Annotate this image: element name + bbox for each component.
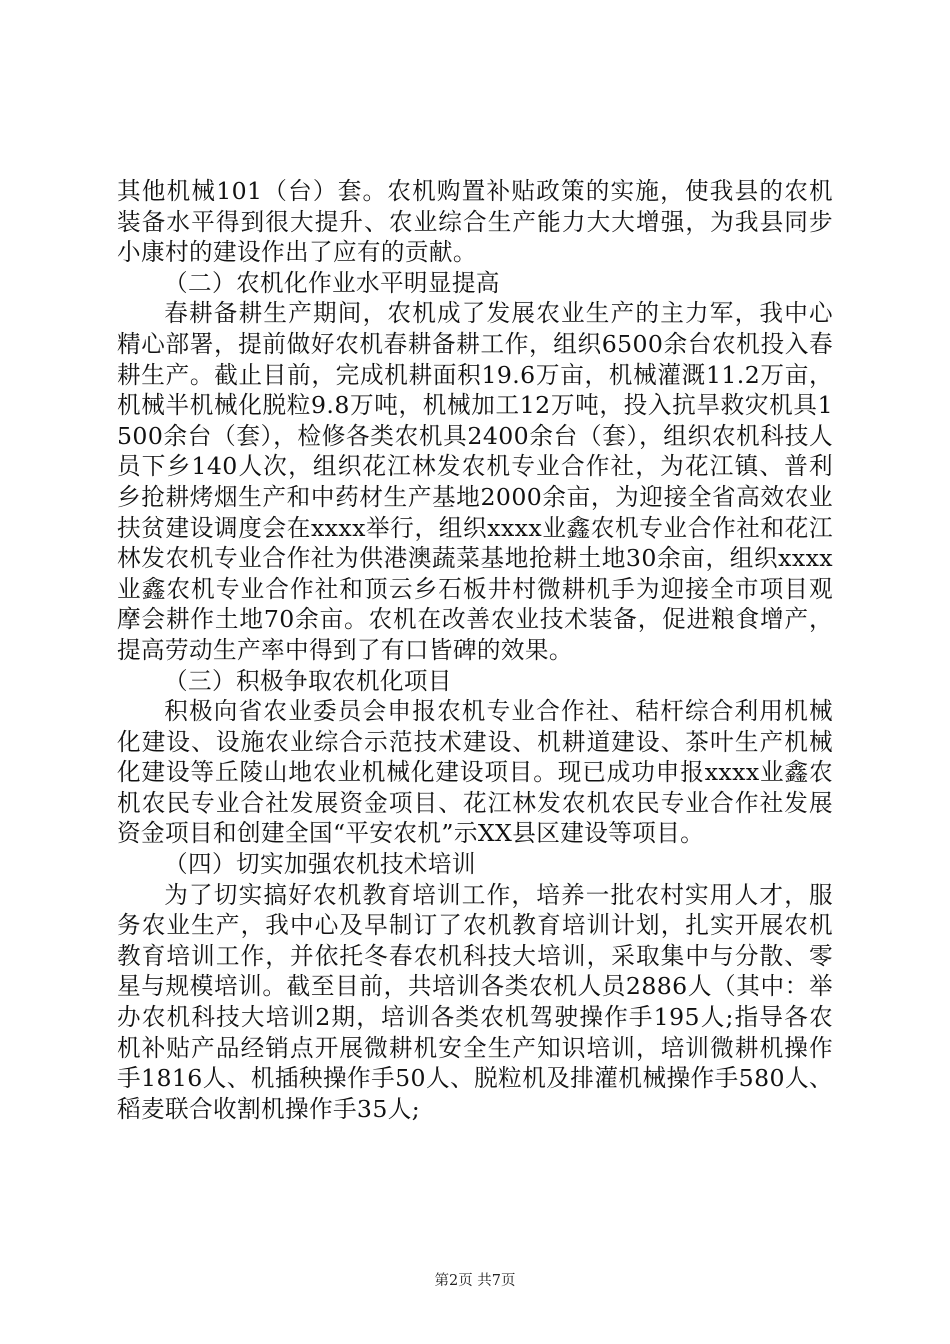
page-number-footer: 第2页 共7页 xyxy=(434,1273,516,1289)
paragraph-projects: 积极向省农业委员会申报农机专业合作社、秸杆综合利用机械化建设、设施农业综合示范技术建设、机耕道建设、茶叶生产机械化建设等丘陵山地农业机械化建设项目。现已成功申报xxxx业鑫农机农民专业合社发展资金项目、花江林发农机农民专业合作社发展资金项目和创建全国“平安农机”示XX县区建设等项目。 xyxy=(117,697,833,848)
document-body xyxy=(117,176,833,1124)
paragraph-spring-plowing: 春耕备耕生产期间，农机成了发展农业生产的主力军，我中心精心部署，提前做好农机春耕备耕工作，组织6500余台农机投入春耕生产。截止目前，完成机耕面积19.6万亩，机械灌溉11.2万亩，机械半机械化脱粒9.8万吨，机械加工12万吨，投入抗旱救灾机具1500余台（套），检修各类农机具2400余台（套），组织农机科技人员下乡140人次，组织花江林发农机专业合作社，为花江镇、普利乡抢耕烤烟生产和中药材生产基地2000余亩，为迎接全省高效农业扶贫建设调度会在xxxx举行，组织xxxx业鑫农机专业合作社和花江林发农机专业合作社为供港澳蔬菜基地抢耕土地30余亩，组织xxxx业鑫农机专业合作社和顶云乡石板井村微耕机手为迎接全市项目观摩会耕作土地70余亩。农机在改善农业技术装备，促进粮食增产，提高劳动生产率中得到了有口皆碑的效果。 xyxy=(117,299,833,664)
section-heading-4: （四）切实加强农机技术培训 xyxy=(164,850,476,879)
section-heading-2: （二）农机化作业水平明显提高 xyxy=(164,268,500,297)
section-heading-3: （三）积极争取农机化项目 xyxy=(164,666,452,695)
paragraph-training: 为了切实搞好农机教育培训工作，培养一批农村实用人才，服务农业生产，我中心及早制订了农机教育培训计划，扎实开展农机教育培训工作，并依托冬春农机科技大培训，采取集中与分散、零星与规模培训。截至目前，共培训各类农机人员2886人（其中：举办农机科技大培训2期，培训各类农机驾驶操作手195人;指导各农机补贴产品经销点开展微耕机安全生产知识培训，培训微耕机操作手1816人、机插秧操作手50人、脱粒机及排灌机械操作手580人、稻麦联合收割机操作手35人; xyxy=(117,880,833,1123)
paragraph-continued: 其他机械101（台）套。农机购置补贴政策的实施，使我县的农机装备水平得到很大提升、农业综合生产能力大大增强，为我县同步小康村的建设作出了应有的贡献。 xyxy=(117,177,833,267)
